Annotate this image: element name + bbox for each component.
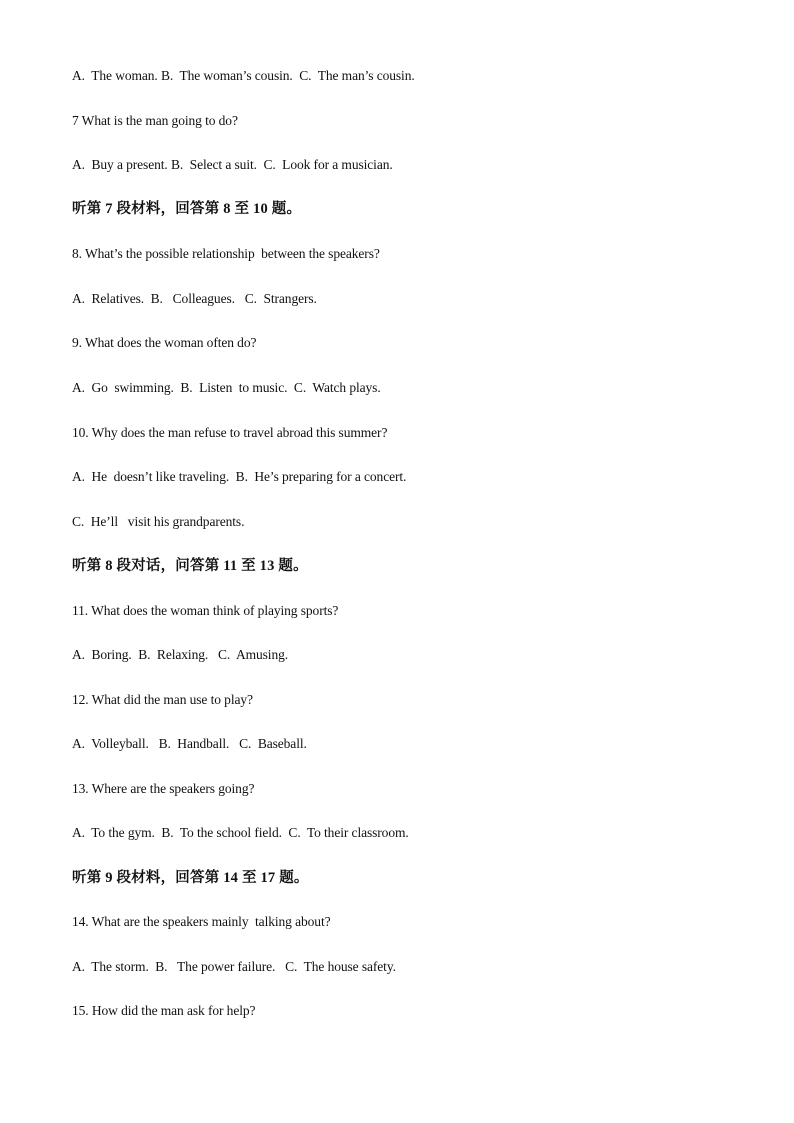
section-heading-9: 听第 9 段材料，回答第 14 至 17 题。 [72,870,309,886]
option-line: A. Boring. B. Relaxing. C. Amusing. [72,647,289,662]
option-line: A. Go swimming. B. Listen to music. C. Watch plays. [72,380,381,395]
option-line: A. Relatives. B. Colleagues. C. Strangers. [72,291,317,306]
option-line: A. He doesn’t like traveling. B. He’s preparing for a concert. [72,469,407,484]
option-line: A. The woman. B. The woman’s cousin. C. The man’s cousin. [72,68,415,83]
option-line: C. He’ll visit his grandparents. [72,514,245,529]
question-13: 13. Where are the speakers going? [72,781,255,796]
option-line: A. Volleyball. B. Handball. C. Baseball. [72,736,307,751]
question-7: 7 What is the man going to do? [72,113,238,128]
question-9: 9. What does the woman often do? [72,335,257,350]
question-14: 14. What are the speakers mainly talking about? [72,914,331,929]
option-line: A. Buy a present. B. Select a suit. C. Look for a musician. [72,157,393,172]
option-line: A. To the gym. B. To the school field. C. To their classroom. [72,825,409,840]
question-12: 12. What did the man use to play? [72,692,253,707]
section-heading-8: 听第 8 段对话，问答第 11 至 13 题。 [72,558,308,574]
option-line: A. The storm. B. The power failure. C. The house safety. [72,959,396,974]
question-15: 15. How did the man ask for help? [72,1003,256,1018]
question-11: 11. What does the woman think of playing sports? [72,603,339,618]
question-10: 10. Why does the man refuse to travel abroad this summer? [72,425,388,440]
question-8: 8. What’s the possible relationship between the speakers? [72,246,380,261]
section-heading-7: 听第 7 段材料，回答第 8 至 10 题。 [72,201,302,217]
